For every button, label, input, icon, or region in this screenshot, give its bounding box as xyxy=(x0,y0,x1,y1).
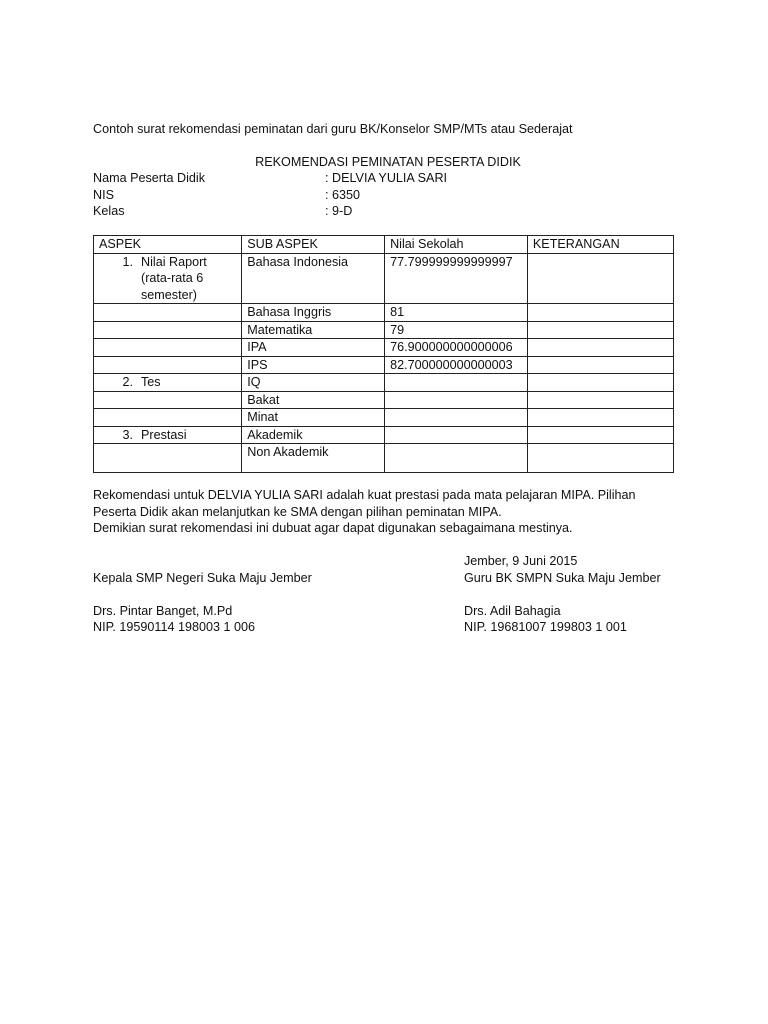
table-row xyxy=(94,409,674,427)
aspek-cell xyxy=(94,321,242,339)
letter-title: REKOMENDASI PEMINATAN PESERTA DIDIK xyxy=(255,154,521,169)
keterangan-cell xyxy=(527,304,673,322)
aspek-name: Prestasi xyxy=(141,427,187,442)
table-row xyxy=(94,374,674,392)
sub-aspek-cell: IQ xyxy=(242,374,385,392)
aspek-cell xyxy=(94,339,242,357)
sub-aspek-cell: IPA xyxy=(242,339,385,357)
info-row-name xyxy=(93,170,683,187)
nilai-cell: 77.799999999999997 xyxy=(385,253,528,304)
table-header-row xyxy=(94,236,674,254)
table-row xyxy=(94,426,674,444)
aspek-cell xyxy=(94,409,242,427)
counselor-nip: NIP. 19681007 199803 1 001 xyxy=(464,620,627,634)
closing-line: Rekomendasi untuk DELVIA YULIA SARI adalah kuat prestasi pada mata pelajaran MIPA. Pilihan xyxy=(93,488,636,502)
principal-name: Drs. Pintar Banget, M.Pd xyxy=(93,603,233,618)
table-row xyxy=(94,391,674,409)
info-value: : DELVIA YULIA SARI xyxy=(325,171,448,185)
table-row xyxy=(94,253,674,304)
keterangan-cell xyxy=(527,321,673,339)
sub-aspek-cell: Akademik xyxy=(242,426,385,444)
info-value: : 6350 xyxy=(325,187,361,202)
aspek-cell xyxy=(94,356,242,374)
info-value: : 9-D xyxy=(325,204,353,218)
aspek-number: 2. xyxy=(122,375,133,389)
principal-nip: NIP. 19590114 198003 1 006 xyxy=(93,620,256,634)
sub-aspek-cell: Bakat xyxy=(242,391,385,409)
keterangan-cell xyxy=(527,444,673,473)
keterangan-cell xyxy=(527,426,673,444)
aspek-name: Nilai Raport (rata-rata 6 semester) xyxy=(141,254,207,302)
info-row-nis xyxy=(93,187,683,204)
keterangan-cell xyxy=(527,356,673,374)
keterangan-cell xyxy=(527,391,673,409)
keterangan-cell xyxy=(527,374,673,392)
sub-aspek-cell: Non Akademik xyxy=(242,444,385,473)
table-row xyxy=(94,356,674,374)
signature-block xyxy=(93,553,683,636)
counselor-name: Drs. Adil Bahagia xyxy=(464,603,561,618)
aspek-number: 1. xyxy=(122,254,133,269)
closing-line: Demikian surat rekomendasi ini dubuat agar dapat digunakan sebagaimana mestinya. xyxy=(93,521,573,535)
aspek-cell xyxy=(94,304,242,322)
table-row xyxy=(94,321,674,339)
letter-page xyxy=(93,121,683,634)
header-keterangan: KETERANGAN xyxy=(527,236,673,254)
table-row xyxy=(94,304,674,322)
sub-aspek-cell: Minat xyxy=(242,409,385,427)
header-nilai-sekolah: Nilai Sekolah xyxy=(385,236,528,254)
intro-line: Contoh surat rekomendasi peminatan dari guru BK/Konselor SMP/MTs atau Sederajat xyxy=(93,122,573,136)
table-row xyxy=(94,444,674,473)
info-label: Nama Peserta Didik xyxy=(93,171,205,185)
aspek-cell xyxy=(94,374,242,392)
keterangan-cell xyxy=(527,253,673,304)
header-sub-aspek: SUB ASPEK xyxy=(242,236,385,254)
info-row-kelas xyxy=(93,203,683,220)
aspek-cell xyxy=(94,426,242,444)
aspek-number: 3. xyxy=(122,427,133,442)
sub-aspek-cell: Matematika xyxy=(242,321,385,339)
nilai-cell: 79 xyxy=(385,321,528,339)
aspek-name: Tes xyxy=(141,375,161,389)
aspek-cell xyxy=(94,444,242,473)
sub-aspek-cell: IPS xyxy=(242,356,385,374)
nilai-cell: 76.900000000000006 xyxy=(385,339,528,357)
table-row xyxy=(94,339,674,357)
keterangan-cell xyxy=(527,339,673,357)
counselor-title: Guru BK SMPN Suka Maju Jember xyxy=(464,570,661,585)
info-label: NIS xyxy=(93,187,114,202)
closing-line: Peserta Didik akan melanjutkan ke SMA dengan pilihan peminatan MIPA. xyxy=(93,504,502,519)
keterangan-cell xyxy=(527,409,673,427)
aspek-cell xyxy=(94,391,242,409)
info-label: Kelas xyxy=(93,204,125,218)
place-date: Jember, 9 Juni 2015 xyxy=(464,554,578,568)
assessment-table xyxy=(93,235,674,473)
aspek-cell xyxy=(94,253,242,304)
nilai-cell xyxy=(385,444,528,473)
principal-title: Kepala SMP Negeri Suka Maju Jember xyxy=(93,570,312,585)
table-body xyxy=(94,253,674,473)
nilai-cell xyxy=(385,391,528,409)
nilai-cell: 81 xyxy=(385,304,528,322)
closing-paragraph xyxy=(93,487,683,537)
sub-aspek-cell: Bahasa Inggris xyxy=(242,304,385,322)
nilai-cell xyxy=(385,426,528,444)
nilai-cell xyxy=(385,409,528,427)
nilai-cell xyxy=(385,374,528,392)
header-aspek: ASPEK xyxy=(94,236,242,254)
sub-aspek-cell: Bahasa Indonesia xyxy=(242,253,385,304)
nilai-cell: 82.700000000000003 xyxy=(385,356,528,374)
